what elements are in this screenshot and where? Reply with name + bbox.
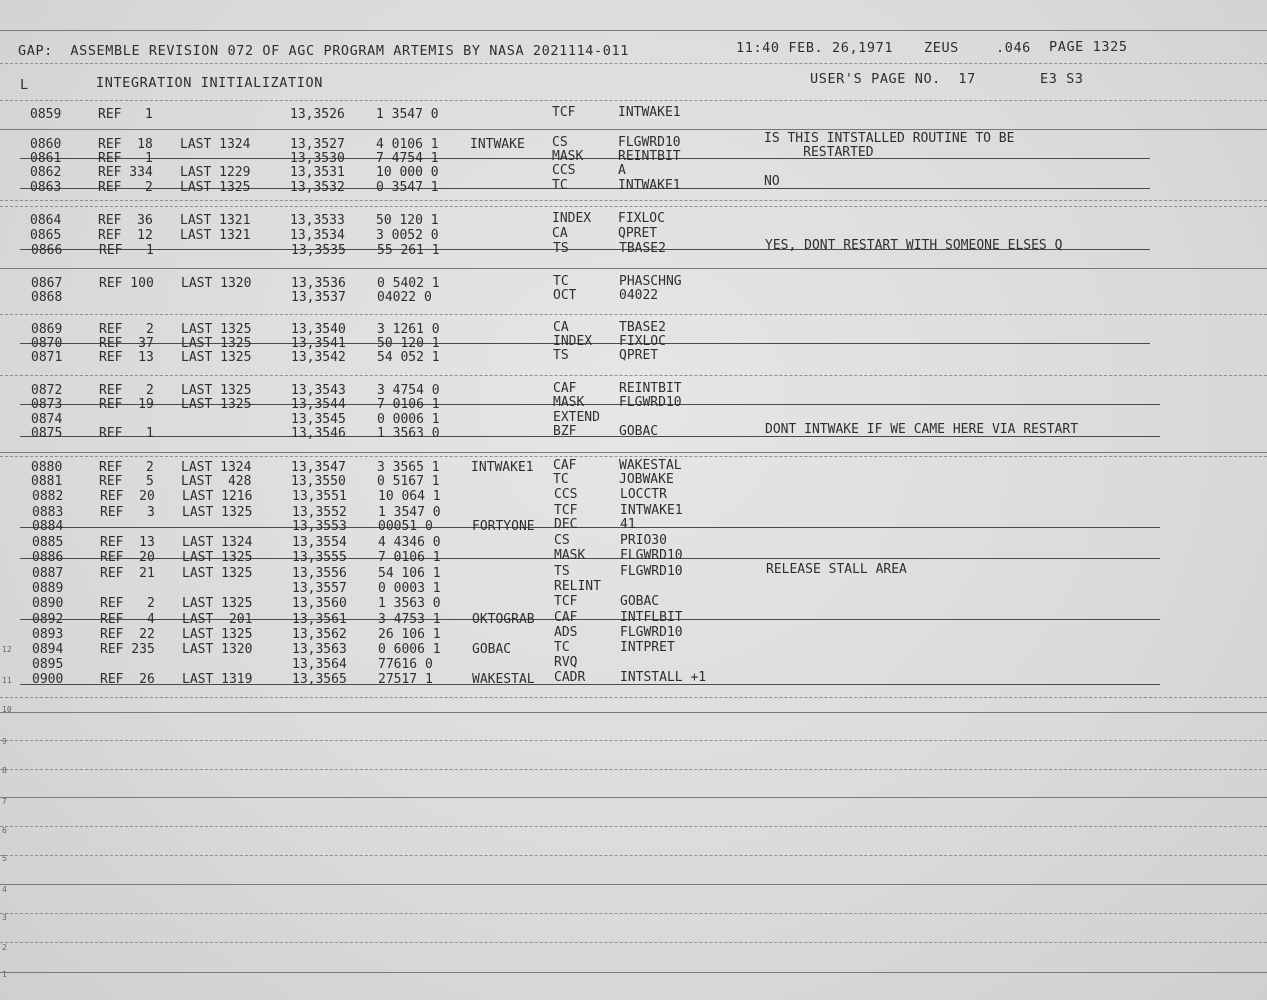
row-last: LAST 1324 [180,137,251,152]
row-ref: REF 2 [100,596,155,611]
row-ref: REF 22 [100,627,155,642]
margin-mark: 5 [2,854,7,863]
row-last: LAST 1325 [181,350,252,365]
row-word: 3 0052 0 [376,228,439,243]
row-op: TC [553,274,569,289]
row-comment: NO [764,174,780,189]
row-operand: A [618,163,626,178]
margin-mark: 11 [2,676,12,685]
margin-mark: 6 [2,826,7,835]
row-line: 0860 [30,137,62,152]
row-word: 1 3547 0 [376,107,439,122]
row-op: CAF [553,381,577,396]
row-op: INDEX [552,211,592,226]
ruled-line [0,63,1267,64]
listing-timestamp: 11:40 FEB. 26,1971 [736,40,894,56]
row-word: 0 3547 1 [376,180,439,195]
row-operand: QPRET [619,348,659,363]
row-last: LAST 1320 [182,642,253,657]
strike-line [20,527,1160,528]
row-operand: INTWAKE1 [618,105,681,120]
row-addr: 13,3542 [291,350,346,365]
row-line: 0881 [31,474,63,489]
row-ref: REF 26 [100,672,155,687]
row-comment: DONT INTWAKE IF WE CAME HERE VIA RESTART [765,422,1079,437]
row-last: LAST 1325 [181,336,252,351]
row-word: 1 3563 0 [378,596,441,611]
margin-mark: 10 [2,705,12,714]
row-line: 0872 [31,383,63,398]
row-word: 0 5402 1 [377,276,440,291]
row-comment: IS THIS INTSTALLED ROUTINE TO BE [764,131,1015,146]
row-op: BZF [553,424,577,439]
row-line: 0883 [32,505,64,520]
row-word: 3 4753 1 [378,612,441,627]
row-last: LAST 201 [182,612,253,627]
row-addr: 13,3535 [291,243,346,258]
row-line: 0880 [31,460,63,475]
row-ref: REF 37 [99,336,154,351]
row-line: 0865 [30,228,62,243]
row-word: 0 0006 1 [377,412,440,427]
row-last: LAST 1319 [182,672,253,687]
row-word: 1 3563 0 [377,426,440,441]
row-op: DEC [554,517,578,532]
margin-mark: 4 [2,885,7,894]
row-addr: 13,3551 [292,489,347,504]
ruled-line [0,942,1267,943]
row-comment: RESTARTED [764,145,874,160]
row-word: 0 5167 1 [377,474,440,489]
row-addr: 13,3531 [290,165,345,180]
row-line: 0862 [30,165,62,180]
row-line: 0866 [31,243,63,258]
row-line: 0892 [32,612,64,627]
row-line: 0867 [31,276,63,291]
row-ref: REF 1 [98,151,153,166]
row-addr: 13,3532 [290,180,345,195]
row-line: 0869 [31,322,63,337]
row-operand: QPRET [618,226,658,241]
row-operand: FIXLOC [619,334,666,349]
row-last: LAST 1321 [180,228,251,243]
row-word: 7 0106 1 [377,397,440,412]
row-operand: JOBWAKE [619,472,674,487]
ruled-line [0,30,1267,31]
row-addr: 13,3530 [290,151,345,166]
row-operand: 41 [620,517,636,532]
page-number: PAGE 1325 [1049,39,1128,55]
row-addr: 13,3527 [290,137,345,152]
row-addr: 13,3536 [291,276,346,291]
row-ref: REF 19 [99,397,154,412]
row-word: 77616 0 [378,657,433,672]
row-op: MASK [553,395,585,410]
row-op: TCF [554,594,578,609]
ruled-line [0,100,1267,101]
row-line: 0870 [31,336,63,351]
page-code: E3 S3 [1040,71,1084,87]
row-addr: 13,3556 [292,566,347,581]
row-op: INDEX [553,334,593,349]
ruled-line [0,855,1267,856]
listing-title: GAP: ASSEMBLE REVISION 072 OF AGC PROGRAM ARTEMIS BY NASA 2021114-011 [18,43,629,59]
row-operand: GOBAC [619,424,659,439]
ruled-line [0,712,1267,713]
row-addr: 13,3533 [290,213,345,228]
row-word: 0 0003 1 [378,581,441,596]
row-operand: INTSTALL +1 [620,670,707,685]
section-title: INTEGRATION INITIALIZATION [96,75,323,91]
row-addr: 13,3554 [292,535,347,550]
row-addr: 13,3540 [291,322,346,337]
row-operand: FLGWRD10 [619,395,682,410]
ruled-line [0,797,1267,798]
row-operand: PHASCHNG [619,274,682,289]
row-operand: 04022 [619,288,659,303]
row-comment: RELEASE STALL AREA [766,562,907,577]
row-word: 0 6006 1 [378,642,441,657]
row-ref: REF 1 [99,426,154,441]
row-word: 26 106 1 [378,627,441,642]
row-label: INTWAKE [470,137,525,152]
row-addr: 13,3552 [292,505,347,520]
row-addr: 13,3543 [291,383,346,398]
row-ref: REF 12 [98,228,153,243]
row-line: 0884 [32,519,64,534]
row-last: LAST 428 [181,474,252,489]
row-last: LAST 1325 [181,383,252,398]
row-line: 0863 [30,180,62,195]
row-ref: REF 2 [99,460,154,475]
row-op: CCS [552,163,576,178]
row-word: 27517 1 [378,672,433,687]
row-ref: REF 18 [98,137,153,152]
row-word: 55 261 1 [377,243,440,258]
row-last: LAST 1321 [180,213,251,228]
row-last: LAST 1216 [182,489,253,504]
row-line: 0875 [31,426,63,441]
row-op: EXTEND [553,410,600,425]
strike-line [20,158,1150,159]
row-op: RVQ [554,655,578,670]
row-word: 1 3547 0 [378,505,441,520]
row-ref: REF 2 [98,180,153,195]
section-marker: L [20,77,29,93]
row-label: GOBAC [472,642,512,657]
row-line: 0861 [30,151,62,166]
row-operand: TBASE2 [619,241,666,256]
row-addr: 13,3560 [292,596,347,611]
listing-number: .046 [996,40,1031,56]
row-operand: FLGWRD10 [620,625,683,640]
row-operand: REINTBIT [619,381,682,396]
row-ref: REF 4 [100,612,155,627]
row-addr: 13,3557 [292,581,347,596]
row-last: LAST 1229 [180,165,251,180]
row-last: LAST 1325 [182,566,253,581]
row-line: 0885 [32,535,64,550]
margin-mark: 7 [2,797,7,806]
row-ref: REF 20 [100,489,155,504]
row-label: INTWAKE1 [471,460,534,475]
row-word: 50 120 1 [376,213,439,228]
row-word: 3 3565 1 [377,460,440,475]
row-line: 0859 [30,107,62,122]
row-addr: 13,3544 [291,397,346,412]
row-last: LAST 1320 [181,276,252,291]
row-addr: 13,3550 [291,474,346,489]
row-line: 0894 [32,642,64,657]
row-ref: REF 1 [99,243,154,258]
ruled-line [0,697,1267,698]
row-last: LAST 1325 [182,505,253,520]
row-ref: REF 5 [99,474,154,489]
row-line: 0871 [31,350,63,365]
row-word: 04022 0 [377,290,432,305]
ruled-line [0,452,1267,453]
row-line: 0895 [32,657,64,672]
ruled-line [0,268,1267,269]
row-operand: TBASE2 [619,320,666,335]
row-op: MASK [552,149,584,164]
row-last: LAST 1325 [182,596,253,611]
row-op: ADS [554,625,578,640]
row-op: CA [553,320,569,335]
row-op: TCF [554,503,578,518]
row-op: TS [554,564,570,579]
row-word: 3 4754 0 [377,383,440,398]
row-word: 54 106 1 [378,566,441,581]
row-word: 00051 0 [378,519,433,534]
row-operand: INTWAKE1 [618,178,681,193]
row-operand: FLGWRD10 [620,564,683,579]
row-addr: 13,3537 [291,290,346,305]
ruled-line [0,972,1267,973]
row-ref: REF 20 [100,550,155,565]
row-op: CAF [554,610,578,625]
ruled-line [0,740,1267,741]
row-ref: REF 235 [100,642,155,657]
row-last: LAST 1325 [181,322,252,337]
row-op: MASK [554,548,586,563]
row-ref: REF 1 [98,107,153,122]
row-line: 0873 [31,397,63,412]
row-op: CADR [554,670,586,685]
row-op: TS [553,241,569,256]
row-op: CCS [554,487,578,502]
ruled-line [0,375,1267,376]
row-line: 0889 [32,581,64,596]
row-last: LAST 1325 [181,397,252,412]
row-op: OCT [553,288,577,303]
row-word: 54 052 1 [377,350,440,365]
row-ref: REF 2 [99,383,154,398]
row-word: 3 1261 0 [377,322,440,337]
row-operand: FIXLOC [618,211,665,226]
row-line: 0890 [32,596,64,611]
margin-mark: 2 [2,943,7,952]
row-ref: REF 13 [100,535,155,550]
row-comment: YES, DONT RESTART WITH SOMEONE ELSES Q [765,238,1063,253]
row-word: 50 120 1 [377,336,440,351]
row-operand: REINTBIT [618,149,681,164]
ruled-line [0,206,1267,207]
row-line: 0864 [30,213,62,228]
row-op: CA [552,226,568,241]
ruled-line [0,826,1267,827]
row-line: 0874 [31,412,63,427]
users-page-number: USER'S PAGE NO. 17 [810,71,976,87]
row-last: LAST 1325 [182,627,253,642]
row-op: TCF [552,105,576,120]
row-op: CS [554,533,570,548]
row-line: 0882 [32,489,64,504]
row-addr: 13,3534 [290,228,345,243]
margin-mark: 3 [2,913,7,922]
margin-mark: 12 [2,645,12,654]
row-addr: 13,3526 [290,107,345,122]
row-last: LAST 1325 [182,550,253,565]
row-addr: 13,3545 [291,412,346,427]
row-addr: 13,3541 [291,336,346,351]
row-operand: PRIO30 [620,533,667,548]
margin-mark: 1 [2,970,7,979]
row-label: FORTYONE [472,519,535,534]
row-word: 10 000 0 [376,165,439,180]
ruled-line [0,884,1267,885]
row-addr: 13,3547 [291,460,346,475]
row-operand: FLGWRD10 [620,548,683,563]
ruled-line [0,456,1267,457]
row-operand: GOBAC [620,594,660,609]
row-line: 0868 [31,290,63,305]
row-operand: INTWAKE1 [620,503,683,518]
row-op: TC [554,640,570,655]
row-op: CS [552,135,568,150]
row-word: 4 0106 1 [376,137,439,152]
row-word: 4 4346 0 [378,535,441,550]
ruled-line [0,769,1267,770]
ruled-line [0,200,1267,201]
row-op: TC [553,472,569,487]
row-line: 0886 [32,550,64,565]
row-word: 10 064 1 [378,489,441,504]
row-ref: REF 13 [99,350,154,365]
row-word: 7 0106 1 [378,550,441,565]
row-addr: 13,3562 [292,627,347,642]
row-operand: INTPRET [620,640,675,655]
listing-user: ZEUS [924,40,959,56]
row-addr: 13,3563 [292,642,347,657]
row-last: LAST 1324 [182,535,253,550]
row-ref: REF 3 [100,505,155,520]
row-ref: REF 36 [98,213,153,228]
margin-mark: 9 [2,737,7,746]
row-operand: FLGWRD10 [618,135,681,150]
row-ref: REF 334 [98,165,153,180]
row-operand: INTFLBIT [620,610,683,625]
row-ref: REF 2 [99,322,154,337]
row-label: WAKESTAL [472,672,535,687]
row-op: CAF [553,458,577,473]
ruled-line [0,913,1267,914]
row-op: TS [553,348,569,363]
row-addr: 13,3564 [292,657,347,672]
row-addr: 13,3546 [291,426,346,441]
row-addr: 13,3555 [292,550,347,565]
row-last: LAST 1324 [181,460,252,475]
row-ref: REF 100 [99,276,154,291]
row-word: 7 4754 1 [376,151,439,166]
row-addr: 13,3565 [292,672,347,687]
margin-mark: 8 [2,766,7,775]
row-op: TC [552,178,568,193]
row-addr: 13,3553 [292,519,347,534]
row-label: OKTOGRAB [472,612,535,627]
row-addr: 13,3561 [292,612,347,627]
row-last: LAST 1325 [180,180,251,195]
row-ref: REF 21 [100,566,155,581]
row-operand: WAKESTAL [619,458,682,473]
ruled-line [0,314,1267,315]
row-op: RELINT [554,579,601,594]
row-line: 0893 [32,627,64,642]
row-operand: LOCCTR [620,487,667,502]
row-line: 0900 [32,672,64,687]
ruled-line [0,129,1267,130]
row-line: 0887 [32,566,64,581]
